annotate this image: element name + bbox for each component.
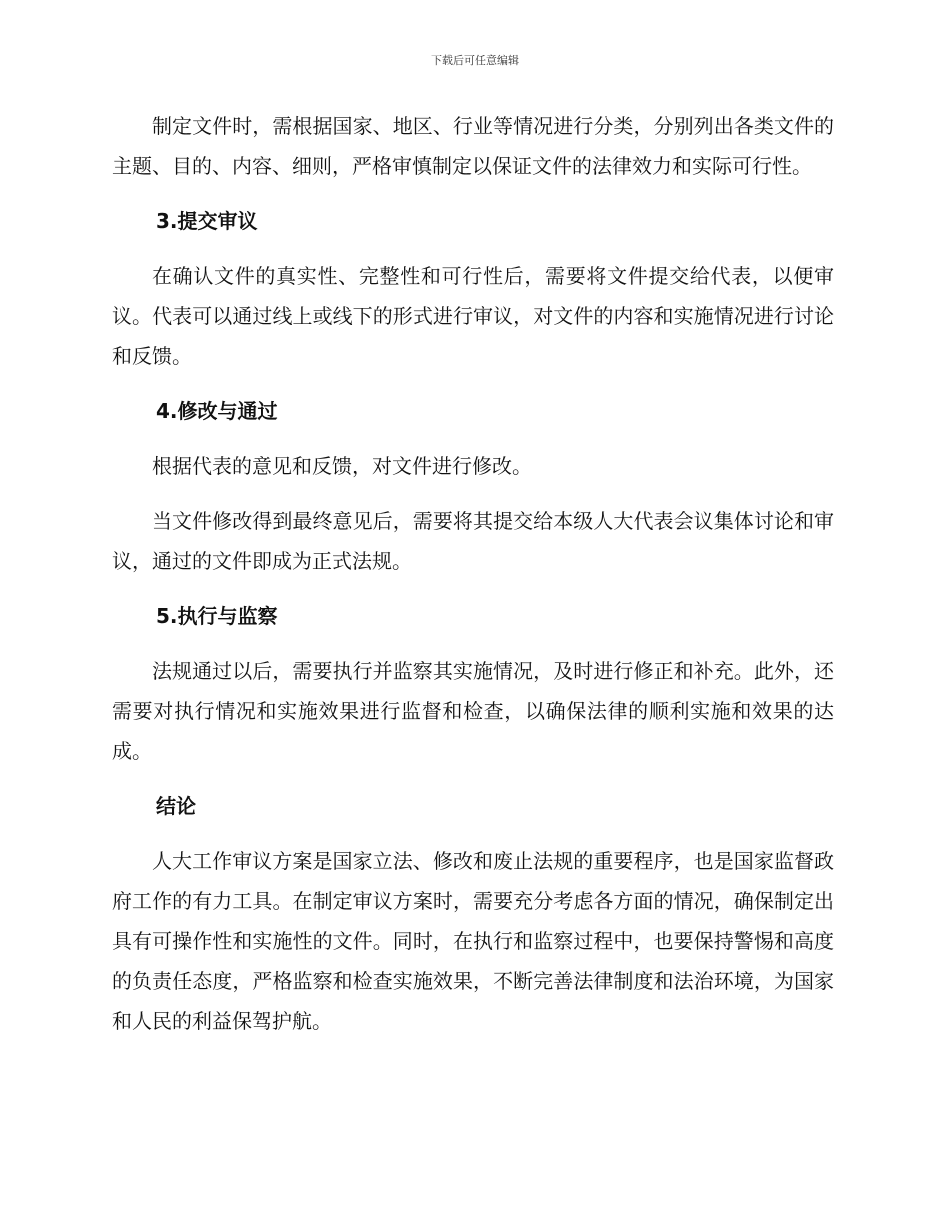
section-heading-submit-review: 3.提交审议 <box>156 209 258 233</box>
section-heading-conclusion: 结论 <box>156 794 196 818</box>
document-body <box>112 106 834 1056</box>
paragraph-revise: 根据代表的意见和反馈，对文件进行修改。 <box>152 454 532 478</box>
paragraph-submit-review: 在确认文件的真实性、完整性和可行性后，需要将文件提交给代表，以便审议。代表可以通过线上或线下的形式进行审议，对文件的内容和实施情况进行讨论和反馈。 <box>112 264 834 368</box>
paragraph-execute-supervise: 法规通过以后，需要执行并监察其实施情况，及时进行修正和补充。此外，还需要对执行情况和实施效果进行监督和检查，以确保法律的顺利实施和效果的达成。 <box>112 659 834 763</box>
section-heading-execute-supervise: 5.执行与监察 <box>156 604 278 628</box>
paragraph-conclusion: 人大工作审议方案是国家立法、修改和废止法规的重要程序，也是国家监督政府工作的有力工具。在制定审议方案时，需要充分考虑各方面的情况，确保制定出具有可操作性和实施性的文件。同时，在执行和监察过程中，也要保持警惕和高度的负责任态度，严格监察和检查实施效果，不断完善法律制度和法治环境，为国家和人民的利益保驾护航。 <box>112 849 834 1033</box>
paragraph-drafting: 制定文件时，需根据国家、地区、行业等情况进行分类，分别列出各类文件的主题、目的、内容、细则，严格审慎制定以保证文件的法律效力和实际可行性。 <box>112 114 834 178</box>
paragraph-pass: 当文件修改得到最终意见后，需要将其提交给本级人大代表会议集体讨论和审议，通过的文件即成为正式法规。 <box>112 509 834 573</box>
page-header: 下载后可任意编辑 <box>431 54 519 67</box>
section-heading-revise-pass: 4.修改与通过 <box>156 399 278 423</box>
